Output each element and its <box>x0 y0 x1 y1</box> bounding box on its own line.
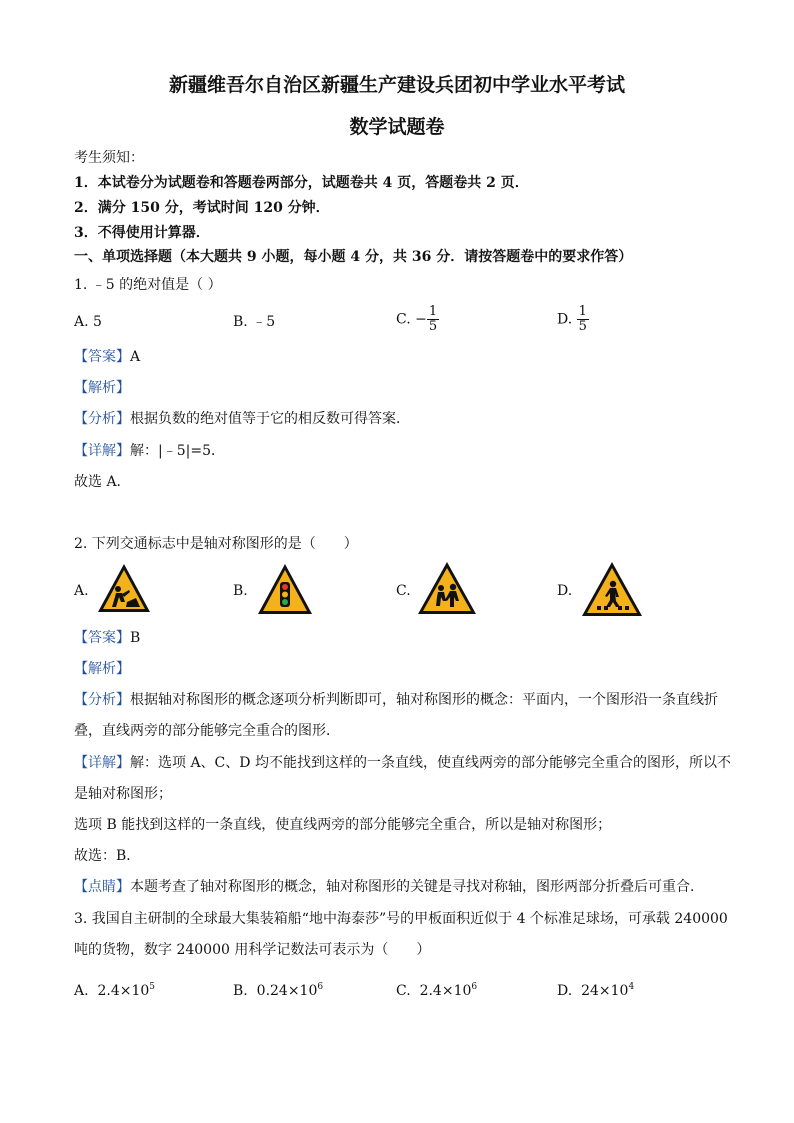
q3-option-a <box>74 978 155 1000</box>
q2-analysis-tag <box>74 660 130 678</box>
answer-value: B <box>130 630 141 646</box>
q1-option-d-label: D. <box>557 311 573 328</box>
q1-option-d <box>557 305 589 334</box>
q1-fenxi <box>74 410 410 428</box>
q2-option-d-label: D. <box>557 583 573 599</box>
dianjing-text: 本题考查了轴对称图形的概念，轴对称图形的关键是寻找对称轴，图形两部分折叠后可重合． <box>130 879 704 895</box>
option-label: C. <box>396 983 411 999</box>
q1-option-c-sign: − <box>415 311 427 328</box>
q1-choose: 故选 A． <box>74 474 131 490</box>
q3-stem-line1: 3. 我国自主研制的全球最大集装箱船“地中海泰莎”号的甲板面积近似于 4 个标准足球场，可承载 240000 <box>74 911 728 927</box>
xiangjie-tag: 【详解】 <box>74 755 130 771</box>
analysis-tag: 【解析】 <box>74 380 130 396</box>
notice-heading: 考生须知： <box>74 150 144 166</box>
q1-option-c <box>396 305 439 334</box>
fraction-denominator: 5 <box>428 319 438 334</box>
q1-analysis-tag <box>74 379 130 397</box>
fenxi-tag: 【分析】 <box>74 411 130 427</box>
q3-option-c <box>396 978 477 1000</box>
q3-option-d <box>557 978 634 1000</box>
fraction-numerator: 1 <box>428 304 438 319</box>
option-label: B. <box>233 983 248 999</box>
q1-stem: 1. ﹣5 的绝对值是（ ） <box>74 277 222 293</box>
q2-xiangjie-line3: 选项 B 能找到这样的一条直线，使直线两旁的部分能够完全重合，所以是轴对称图形； <box>74 817 612 833</box>
q1-answer <box>74 348 140 366</box>
fraction-numerator: 1 <box>578 304 587 319</box>
q1-xiangjie <box>74 442 225 460</box>
xiangjie-tag: 【详解】 <box>74 443 130 459</box>
option-label: D. <box>557 983 573 999</box>
option-base: 24×10 <box>581 983 629 999</box>
xiangjie-text: 解：选项 A、C、D 均不能找到这样的一条直线，使直线两旁的部分能够完全重合的图形，所以不 <box>130 755 731 771</box>
q2-option-a-label: A. <box>74 583 89 599</box>
q1-option-a: A. 5 <box>74 314 102 330</box>
option-exponent: 6 <box>471 982 478 992</box>
option-base: 2.4×10 <box>419 983 472 999</box>
q1-option-c-label: C. <box>396 311 411 328</box>
option-exponent: 6 <box>317 982 324 992</box>
q1-option-b: B. ﹣5 <box>233 314 276 330</box>
fenxi-text: 根据轴对称图形的概念逐项分析判断即可，轴对称图形的概念：平面内，一个图形沿一条直线折 <box>130 692 718 708</box>
traffic-light-sign-icon <box>256 562 314 616</box>
children-crossing-sign-icon <box>416 560 478 616</box>
xiangjie-text: 解：|﹣5|=5． <box>130 443 225 459</box>
q1-option-d-fraction <box>577 305 589 334</box>
option-base: 0.24×10 <box>256 983 318 999</box>
answer-tag: 【答案】 <box>74 349 130 365</box>
notice-item-3: 3．不得使用计算器． <box>74 225 210 241</box>
q2-option-c-label: C. <box>396 583 411 599</box>
notice-item-1: 1．本试卷分为试题卷和答题卷两部分，试题卷共 4 页，答题卷共 2 页． <box>74 175 529 191</box>
dianjing-tag: 【点睛】 <box>74 879 130 895</box>
option-exponent: 4 <box>628 982 635 992</box>
q1-option-c-fraction <box>427 305 439 334</box>
q2-option-b-label: B. <box>233 583 248 599</box>
section-heading: 一、单项选择题（本大题共 9 小题，每小题 4 分，共 36 分．请按答题卷中的要求作答） <box>74 249 633 265</box>
q2-fenxi-line1 <box>74 691 718 709</box>
q2-stem: 2. 下列交通标志中是轴对称图形的是（ ） <box>74 536 358 552</box>
option-label: A. <box>74 983 89 999</box>
q3-option-b <box>233 978 323 1000</box>
q2-choose: 故选：B． <box>74 848 141 864</box>
fraction-denominator: 5 <box>578 319 587 334</box>
page-subtitle: 数学试题卷 <box>349 116 445 138</box>
page-title: 新疆维吾尔自治区新疆生产建设兵团初中学业水平考试 <box>168 74 625 96</box>
analysis-tag: 【解析】 <box>74 661 130 677</box>
fenxi-text: 根据负数的绝对值等于它的相反数可得答案． <box>130 411 410 427</box>
answer-tag: 【答案】 <box>74 630 130 646</box>
q2-answer <box>74 629 140 647</box>
pedestrian-crossing-sign-icon <box>580 560 644 618</box>
option-base: 2.4×10 <box>97 983 150 999</box>
road-work-sign-icon <box>96 562 152 614</box>
q2-dianjing <box>74 878 704 896</box>
q3-stem-line2: 吨的货物，数字 240000 用科学记数法可表示为（ ） <box>74 942 431 958</box>
q2-fenxi-line2: 叠，直线两旁的部分能够完全重合的图形． <box>74 723 340 739</box>
q2-xiangjie-line1 <box>74 754 731 772</box>
q2-xiangjie-line2: 是轴对称图形； <box>74 786 172 802</box>
notice-item-2: 2．满分 150 分，考试时间 120 分钟． <box>74 200 330 216</box>
option-exponent: 5 <box>149 982 156 992</box>
answer-value: A <box>130 349 141 365</box>
fenxi-tag: 【分析】 <box>74 692 130 708</box>
